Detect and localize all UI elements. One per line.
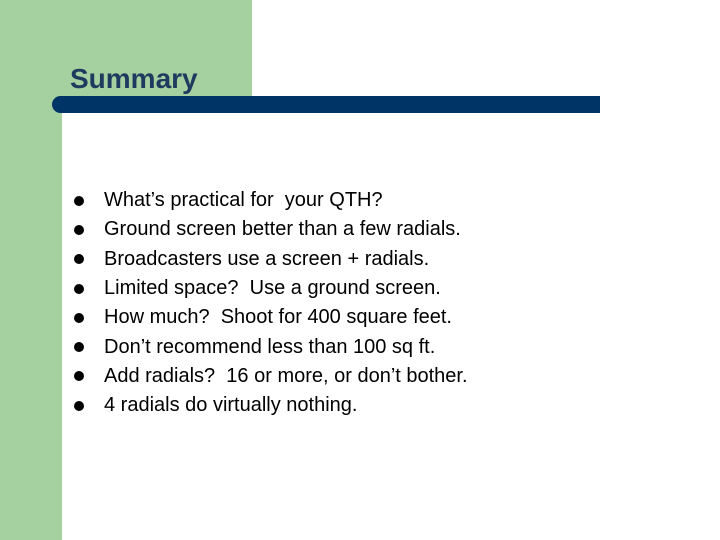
bullet-dot-icon [74,371,84,381]
green-left-strip [0,96,62,540]
bullet-item [74,362,468,391]
bullet-text: Broadcasters use a screen + radials. [104,247,430,270]
bullet-text: How much? Shoot for 400 square feet. [104,306,452,329]
bullet-list [74,186,468,420]
bullet-dot-icon [74,196,84,206]
bullet-dot-icon [74,254,84,264]
bullet-text: Add radials? 16 or more, or don’t bother. [104,364,468,387]
bullet-dot-icon [74,401,84,411]
bullet-text: 4 radials do virtually nothing. [104,394,358,417]
bullet-item [74,274,468,303]
title-underline-bar [62,96,600,113]
bullet-item [74,391,468,420]
bullet-item [74,245,468,274]
bullet-item [74,303,468,332]
bullet-text: Limited space? Use a ground screen. [104,277,441,300]
bullet-text: Don’t recommend less than 100 sq ft. [104,335,436,358]
bullet-dot-icon [74,342,84,352]
bullet-text: What’s practical for your QTH? [104,189,383,212]
bullet-item [74,215,468,244]
bullet-item [74,186,468,215]
bullet-dot-icon [74,313,84,323]
bullet-dot-icon [74,284,84,294]
bullet-dot-icon [74,225,84,235]
slide-title: Summary [70,63,198,94]
bullet-text: Ground screen better than a few radials. [104,218,461,241]
bullet-item [74,332,468,361]
